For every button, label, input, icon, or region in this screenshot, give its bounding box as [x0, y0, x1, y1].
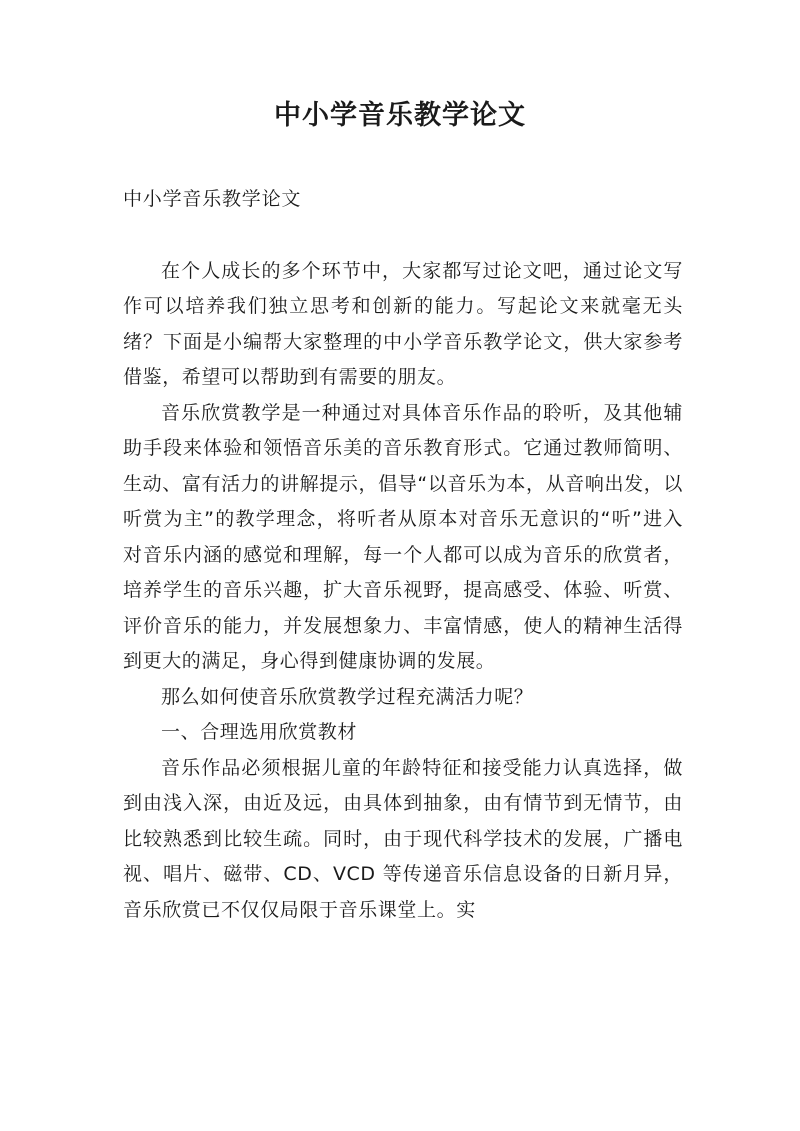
section-heading-1: 一、合理选用欣赏教材: [161, 721, 358, 743]
document-title: 中小学音乐教学论文: [274, 100, 526, 131]
document-body: [123, 182, 683, 928]
paragraph-intro: 在个人成长的多个环节中，大家都写过论文吧，通过论文写作可以培养我们独立思考和创新的能力。写起论文来就毫无头绪？下面是小编帮大家整理的中小学音乐教学论文，供大家参考借鉴，希望可以帮助到有需要的朋友。: [123, 259, 683, 388]
document-subtitle: 中小学音乐教学论文: [123, 188, 302, 210]
paragraph-appreciation-teaching: 音乐欣赏教学是一种通过对具体音乐作品的聆听，及其他辅助手段来体验和领悟音乐美的音乐教育形式。它通过教师简明、生动、富有活力的讲解提示，倡导“以音乐为本，从音响出发，以听赏为主”的教学理念，将听者从原本对音乐无意识的“听”进入对音乐内涵的感觉和理解，每一个人都可以成为音乐的欣赏者，培养学生的音乐兴趣，扩大音乐视野，提高感受、体验、听赏、评价音乐的能力，并发展想象力、丰富情感，使人的精神生活得到更大的满足，身心得到健康协调的发展。: [123, 401, 683, 672]
paragraph-question: 那么如何使音乐欣赏教学过程充满活力呢？: [161, 685, 534, 708]
paragraph-material-selection: 音乐作品必须根据儿童的年龄特征和接受能力认真选择，做到由浅入深，由近及远，由具体到抽象，由有情节到无情节，由比较熟悉到比较生疏。同时，由于现代科学技术的发展，广播电视、唱片、磁带、CD、VCD 等传递音乐信息设备的日新月异，音乐欣赏已不仅仅局限于音乐课堂上。实: [123, 756, 683, 921]
